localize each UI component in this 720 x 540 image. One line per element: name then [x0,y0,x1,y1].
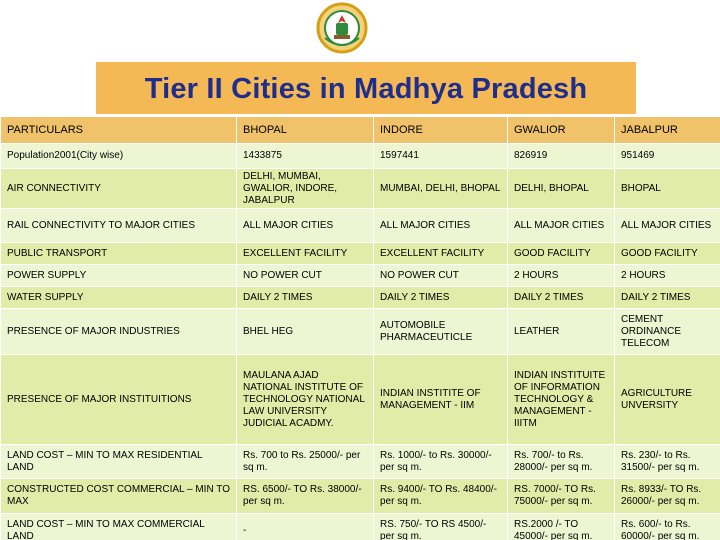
header-cell: INDORE [374,117,508,144]
table-cell: 826919 [508,144,615,169]
row-label: LAND COST – MIN TO MAX COMMERCIAL LAND [1,514,237,540]
table-cell: NO POWER CUT [374,265,508,287]
header-cell: BHOPAL [237,117,374,144]
table-cell: MUMBAI, DELHI, BHOPAL [374,169,508,209]
table-cell: BHOPAL [615,169,720,209]
table-cell: ALL MAJOR CITIES [374,209,508,243]
table-cell: ALL MAJOR CITIES [508,209,615,243]
table-cell: Rs. 230/- to Rs. 31500/- per sq m. [615,445,720,479]
title-banner [96,62,636,114]
table-cell: AUTOMOBILE PHARMACEUTICLE [374,309,508,355]
table-row [1,209,720,243]
table-header-row [1,117,720,144]
row-label: CONSTRUCTED COST COMMERCIAL – MIN TO MAX [1,479,237,514]
table-row [1,514,720,540]
table-cell: DELHI, BHOPAL [508,169,615,209]
table-cell: ALL MAJOR CITIES [237,209,374,243]
emblem-icon [316,2,368,54]
row-label: PUBLIC TRANSPORT [1,243,237,265]
table-row [1,445,720,479]
table-cell: EXCELLENT FACILITY [237,243,374,265]
table-cell: Rs. 1000/- to Rs. 30000/- per sq m. [374,445,508,479]
table-cell: 2 HOURS [615,265,720,287]
table-row [1,265,720,287]
table-cell: ALL MAJOR CITIES [615,209,720,243]
table-cell: GOOD FACILITY [615,243,720,265]
table-cell: LEATHER [508,309,615,355]
table-cell: DAILY 2 TIMES [374,287,508,309]
table-cell: 951469 [615,144,720,169]
table-cell: DELHI, MUMBAI, GWALIOR, INDORE, JABALPUR [237,169,374,209]
emblem-logo [316,2,368,54]
table-cell: BHEL HEG [237,309,374,355]
city-comparison-table [0,116,720,540]
table-row [1,355,720,445]
table-cell: Rs. 600/- to Rs. 60000/- per sq m. [615,514,720,540]
table-cell: INDIAN INSTITUITE OF INFORMATION TECHNOLOGY & MANAGEMENT - IIITM [508,355,615,445]
table-cell: Rs. 700 to Rs. 25000/- per sq m. [237,445,374,479]
row-label: LAND COST – MIN TO MAX RESIDENTIAL LAND [1,445,237,479]
table-row [1,144,720,169]
page-title: Tier II Cities in Madhya Pradesh [144,72,588,105]
table-cell: GOOD FACILITY [508,243,615,265]
table-cell: RS.2000 /- TO 45000/- per sq m. [508,514,615,540]
table-cell: 2 HOURS [508,265,615,287]
row-label: PRESENCE OF MAJOR INSTITUITIONS [1,355,237,445]
table-cell: - [237,514,374,540]
row-label: WATER SUPPLY [1,287,237,309]
table-cell: Rs. 8933/- TO Rs. 26000/- per sq m. [615,479,720,514]
table-cell: MAULANA AJAD NATIONAL INSTITUTE OF TECHNOLOGY NATIONAL LAW UNIVERSITY JUDICIAL ACADMY. [237,355,374,445]
table-cell: RS. 6500/- TO Rs. 38000/- per sq m. [237,479,374,514]
table-cell: CEMENT ORDINANCE TELECOM [615,309,720,355]
header-cell: PARTICULARS [1,117,237,144]
table-row [1,287,720,309]
table-cell: DAILY 2 TIMES [237,287,374,309]
row-label: POWER SUPPLY [1,265,237,287]
table-cell: RS. 7000/- TO Rs. 75000/- per sq m. [508,479,615,514]
row-label: RAIL CONNECTIVITY TO MAJOR CITIES [1,209,237,243]
table-row [1,309,720,355]
table-cell: INDIAN INSTITITE OF MANAGEMENT - IIM [374,355,508,445]
table-cell: DAILY 2 TIMES [508,287,615,309]
table-row [1,243,720,265]
row-label: PRESENCE OF MAJOR INDUSTRIES [1,309,237,355]
table-cell: NO POWER CUT [237,265,374,287]
table-cell: RS. 750/- TO RS 4500/- per sq m. [374,514,508,540]
table-cell: 1597441 [374,144,508,169]
row-label: Population2001(City wise) [1,144,237,169]
table-cell: EXCELLENT FACILITY [374,243,508,265]
row-label: AIR CONNECTIVITY [1,169,237,209]
table-row [1,169,720,209]
table-cell: Rs. 9400/- TO Rs. 48400/- per sq m. [374,479,508,514]
header-cell: JABALPUR [615,117,720,144]
table-cell: 1433875 [237,144,374,169]
header-cell: GWALIOR [508,117,615,144]
table-row [1,479,720,514]
table-cell: DAILY 2 TIMES [615,287,720,309]
table-cell: AGRICULTURE UNVERSITY [615,355,720,445]
table-cell: Rs. 700/- to Rs. 28000/- per sq m. [508,445,615,479]
